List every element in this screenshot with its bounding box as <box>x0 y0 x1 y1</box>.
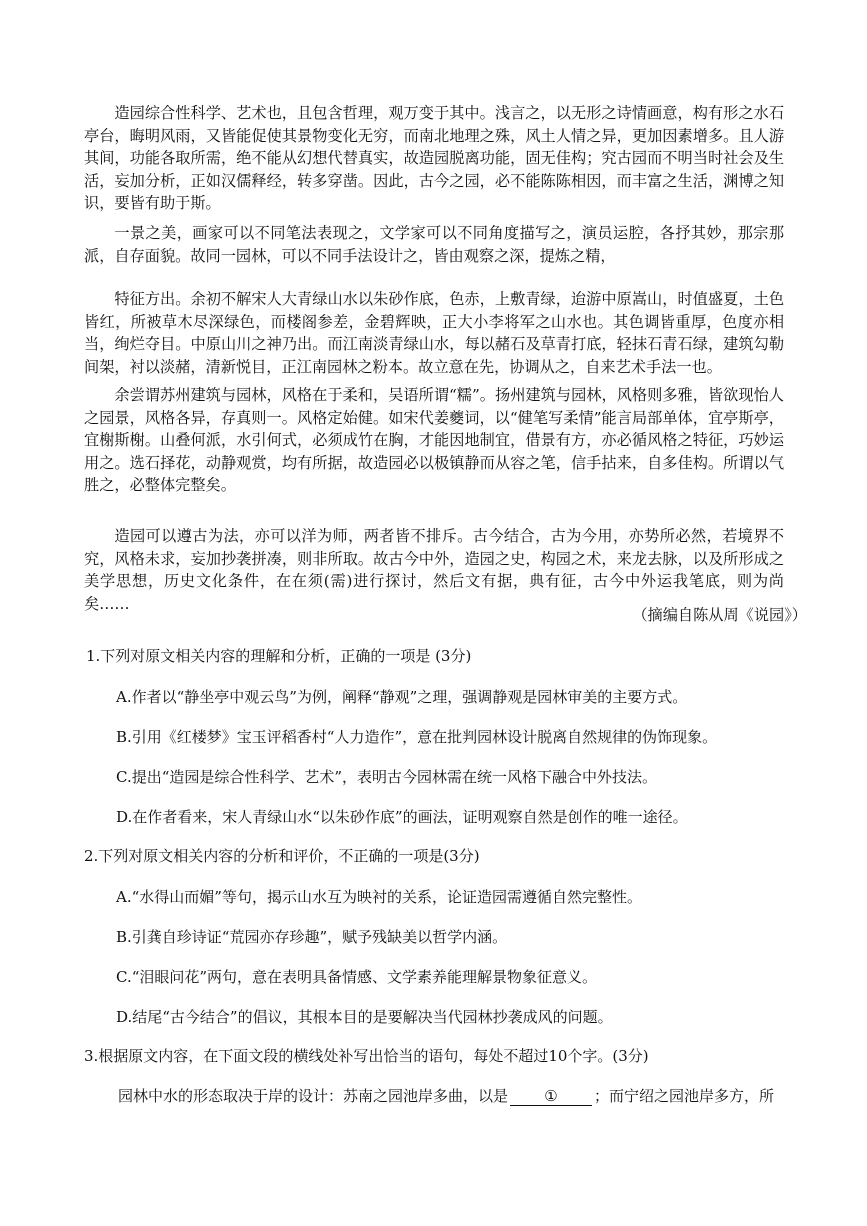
question-1-stem: 1.下列对原文相关内容的理解和分析，正确的一项是 (3分) <box>86 647 472 665</box>
question-2-stem: 2.下列对原文相关内容的分析和评价，不正确的一项是(3分) <box>84 847 480 865</box>
question-3-fill-sentence <box>118 1085 798 1107</box>
question-2-option-c: C.“泪眼问花”两句，意在表明具备情感、文学素养能理解景物象征意义。 <box>116 968 598 986</box>
passage-paragraph-1: 造园综合性科学、艺术也，且包含哲理，观万变于其中。浅言之，以无形之诗情画意，构有形之水石亭台，晦明风雨，又皆能促使其景物变化无穷，而南北地理之殊，风土人情之异，更加因素增多。且人游其间，功能各取所需，绝不能从幻想代替真实，故造园脱离功能，固无佳构；究古园而不明当时社会及生活，妄加分析，正如汉儒释经，转多穿凿。因此，古今之园，必不能陈陈相因，而丰富之生活，渊博之知识，要皆有助于斯。 <box>84 104 784 212</box>
question-1-option-d: D.在作者看来，宋人青绿山水“以朱砂作底”的画法，证明观察自然是创作的唯一途径。 <box>116 808 688 826</box>
question-2-option-a: A.“水得山而媚”等句，揭示山水互为映衬的关系，论证造园需遵循自然完整性。 <box>116 888 642 906</box>
fill-text-before: 园林中水的形态取决于岸的设计：苏南之园池岸多曲，以是 <box>118 1087 509 1105</box>
question-3-stem: 3.根据原文内容，在下面文段的横线处补写出恰当的语句，每处不超过10个字。(3分) <box>84 1047 649 1065</box>
question-2-option-d: D.结尾“古今结合”的倡议，其根本目的是要解决当代园林抄袭成风的问题。 <box>116 1008 613 1026</box>
fill-blank-1[interactable]: ① <box>510 1087 592 1106</box>
passage-paragraph-3: 特征方出。余初不解宋人大青绿山水以朱砂作底，色赤，上敷青绿，迨游中原嵩山，时值盛夏，土色皆红，所被草木尽深绿色，而楼阁参差，金碧辉映，正大小李将军之山水也。其色调皆重厚，色度亦相当，绚烂夺目。中原山川之神乃出。而江南淡青绿山水，每以赭石及草青打底，轻抹石青石绿，建筑勾勒间架，衬以淡赭，清新悦目，正江南园林之粉本。故立意在先，协调从之，自来艺术手法一也。 <box>84 290 784 376</box>
passage-paragraph-2: 一景之美，画家可以不同笔法表现之，文学家可以不同角度描写之，演员运腔，各抒其妙，那宗那派，自存面貌。故同一园林，可以不同手法设计之，皆由观察之深，提炼之精， <box>84 224 784 265</box>
question-1-option-b: B.引用《红楼梦》宝玉评稻香村“人力造作”，意在批判园林设计脱离自然规律的伪饰现象。 <box>116 728 718 746</box>
passage-paragraph-4: 余尝谓苏州建筑与园林，风格在于柔和，吴语所谓“糯”。扬州建筑与园林，风格则多雅，皆欲现怡人之园景，风格各异，存真则一。风格定始健。如宋代姜夔词，以“健笔写柔情”能言局部单体，宜亭斯亭，宜榭斯榭。山叠何派，水引何式，必须成竹在胸，才能因地制宜，借景有方，亦必循风格之特征，巧妙运用之。选石择花，动静观赏，均有所据，故造园必以极镇静而从容之笔，信手拈来，自多佳构。所谓以气胜之，必整体完整矣。 <box>84 386 784 494</box>
question-2-option-b: B.引龚自珍诗证“荒园亦存珍趣”，赋予残缺美以哲学内涵。 <box>116 928 508 946</box>
question-1-option-c: C.提出“造园是综合性科学、艺术”，表明古今园林需在统一风格下融合中外技法。 <box>116 768 658 786</box>
passage-source: （摘编自陈从周《说园》） <box>632 606 807 624</box>
question-1-option-a: A.作者以“静坐亭中观云鸟”为例，阐释“静观”之理，强调静观是园林审美的主要方式。 <box>116 688 688 706</box>
fill-text-after: ；而宁绍之园池岸多方，所 <box>594 1087 775 1105</box>
passage-paragraph-5: 造园可以遵古为法，亦可以洋为师，两者皆不排斥。古今结合，古为今用，亦势所必然，若境界不究，风格未求，妄加抄袭拼凑，则非所取。故古今中外，造园之史，构园之术，来龙去脉，以及所形成之美学思想，历史文化条件，在在须(需)进行探讨，然后文有据，典有征，古今中外运我笔底，则为尚矣…… <box>84 527 784 613</box>
